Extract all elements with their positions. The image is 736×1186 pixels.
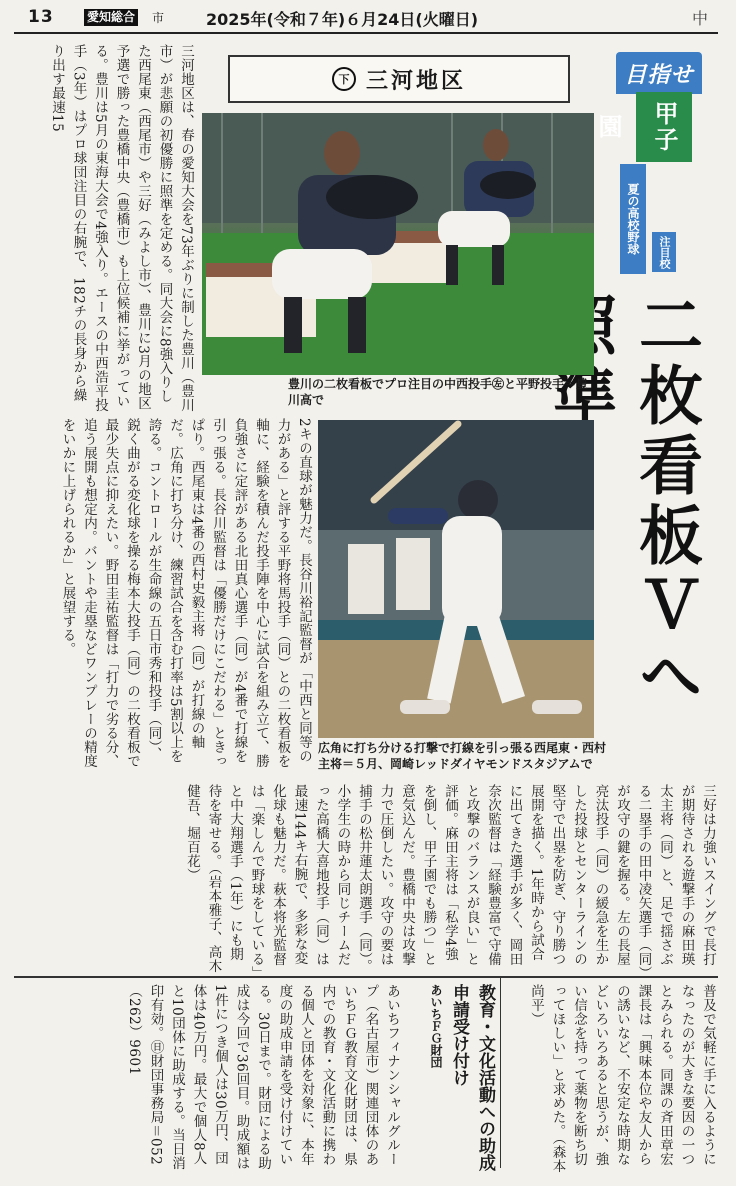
edition-suffix: 市	[152, 11, 165, 25]
article-continuation: 普及で気軽に手に入るようになったのが大きな要因の一つとみられる。同課の斉田章宏課長は「興味本位や友人からの誘いなど、不安定な時期などいろいろあると思うが、強い信念を持って薬物を断ち切ってほしい」と求めた。（森本尚平）	[528, 984, 716, 1174]
section-divider	[14, 976, 718, 978]
photo-pitchers-caption: 豊川の二枚看板でプロ注目の中西投手㊧と平野投手＝豊川高で	[288, 377, 589, 407]
logo-sub: 夏の高校野球	[620, 164, 646, 274]
photo-batter	[318, 420, 594, 738]
photo-pitchers-illustration	[202, 113, 594, 375]
section-subtitle	[228, 55, 570, 103]
notice-title: 教育・文化活動への助成申請受け付け	[449, 984, 495, 1171]
article-column-bottom: 三好は力強いスイングで長打が期待される遊撃手の麻田瑛太主将（同）と、足で揺さぶる二塁手の田中凌矢選手（同）が攻守の鍵を握る。左の長屋亮汰投手（同）の緩急を生かした投球とセンターラインの堅守で出塁を防ぎ、守り勝つ展開を描く。1年時から試合に出てきた選手が多く、岡田奈次監督は「経験豊富で守備と攻撃のバランスが良い」と評価。麻田主将は「私学4強を倒し、甲子園でも勝つ」と意気込んだ。豊橋中央は攻撃力で圧倒したい。攻守の要は捕手の松井蓮太朗選手（同）。小学生の時から同じチームだった高橋大喜地投手（同）は最速144キ右腕で、多彩な変化球も魅力だ。萩本将光監督は「楽しんで野球をしている」と中大翔選手（1年）にも期待を寄せる。（岩本雅子、高木健吾、堀百花）	[184, 784, 716, 974]
logo-banner: 目指せ	[616, 52, 702, 94]
notice-heading	[406, 984, 498, 1174]
photo-batter-illustration	[318, 420, 594, 738]
notice-org: あいちＦＧ財団	[429, 984, 443, 1068]
logo-tag: 注目校	[652, 232, 676, 272]
subtitle-text: 三河地区	[365, 68, 466, 94]
article-column-mid: 2キの直球が魅力だ。長谷川裕記監督が「中西と同等の力がある」と評する平野将馬投手（同）との二枚看板を軸に、経験を積んだ投手陣を中心に試合を組み立て、勝負強さに定評がある北田真心選手（同）が4番で打線を引っ張る。長谷川監督は「優勝だけにこだわる」ときっぱり。西尾東は4番の西村史毅主将（同）が打線の軸だ。広角に打ち分け、練習試合を含む打率は5割以上を誇る。コントロールが生命線の五日市秀和投手（同）、鋭く曲がる変化球を操る梅本大投手（同）の二枚看板で最少失点に抑えたい。野田圭祐監督は「打力で劣る分、追う展開も想定内。バントや走塁などワンプレーの精度をいかに上げられるか」と展望する。	[59, 418, 312, 768]
article-column-top: 三河地区は、春の愛知大会を73年ぶりに制した豊川（豊川市）が悲願の初優勝に照準を定める。同大会に8強入りした西尾東（西尾市）や三好（みよし市）、豊川に3月の地区予選で勝った豊橋中央（豊橋市）も上位候補に挙がっている。豊川は5月の東海大会で4強入り。エースの中西浩平投手（3年）はプロ球団注目の右腕で、182チの長身から繰り出す最速15	[49, 44, 194, 413]
header-rule	[14, 32, 718, 34]
series-logo	[594, 52, 702, 270]
issue-date: 2025年(令和７年)６月24日(火曜日)	[206, 10, 479, 29]
headline: 二枚看板Ｖへ 準	[542, 292, 703, 712]
notice-body: あいちフィナンシャルグループ（名古屋市）関連団体のあいちＦＧ教育文化財団は、県内での教育・文化活動に携わる個人と団体を対象に、本年度の助成申請を受け付けている。30日まで。財団による助成は今回で36回目。助成額は1件につき個人は30万円、団体は40万円。最大で個人8人と10団体に助成する。当日消印有効。㊐財団事務局＝052（262）9601	[126, 984, 400, 1171]
edition-right: 中	[692, 9, 709, 28]
page-number: 13	[28, 7, 54, 27]
logo-main: 甲子園	[636, 92, 692, 162]
part-marker: 下	[332, 67, 356, 91]
photo-pitchers	[202, 113, 594, 375]
photo-batter-caption: 広角に打ち分ける打撃で打線を引っ張る西尾東・西村主将＝５月、岡崎レッドダイヤモンドスタジアムで	[318, 741, 607, 771]
column-divider	[500, 978, 501, 1168]
edition-badge: 愛知総合	[84, 9, 138, 26]
